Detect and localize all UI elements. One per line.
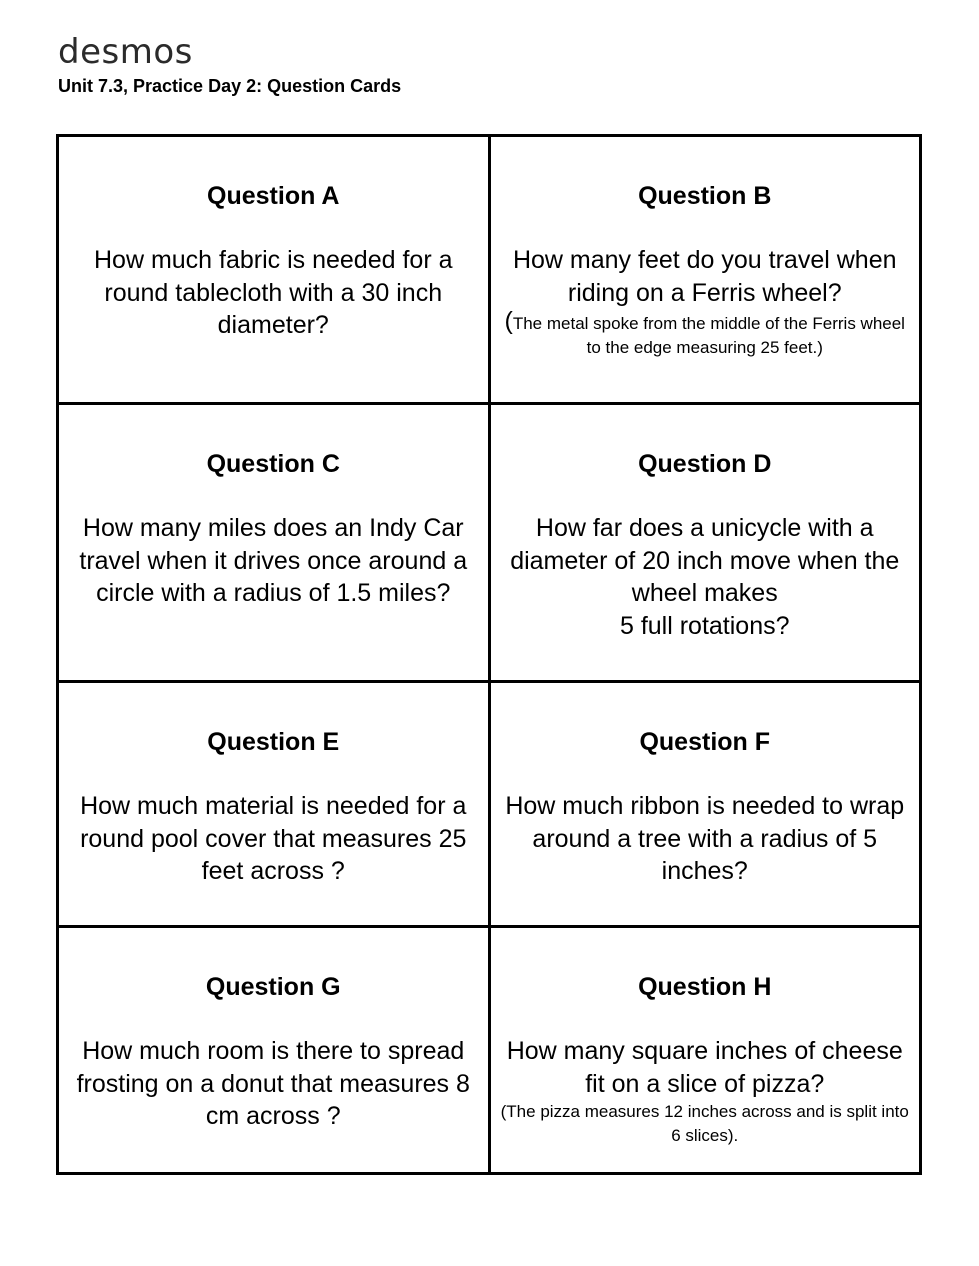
card-question-text: How much room is there to spread frosting on a donut that measures 8 cm across ? <box>76 1037 470 1130</box>
card-title: Question B <box>638 182 772 210</box>
card-row <box>58 927 921 1174</box>
card-row <box>58 136 921 404</box>
card-title: Question H <box>638 973 772 1001</box>
card-question-c <box>58 404 490 682</box>
card-note <box>499 309 912 360</box>
card-question-d <box>489 404 921 682</box>
card-question-text: How much ribbon is needed to wrap around a tree with a radius of 5 inches? <box>505 792 905 885</box>
card-row <box>58 682 921 927</box>
card-question-a <box>58 136 490 404</box>
question-cards-grid <box>56 134 922 1175</box>
card-question-h <box>489 927 921 1174</box>
card-question-text: How much material is needed for a round pool cover that measures 25 feet across ? <box>80 792 467 885</box>
card-question-text: How far does a unicycle with a diameter of 20 inch move when the wheel makes <box>510 514 900 607</box>
card-title: Question A <box>207 182 340 210</box>
card-question-text: How much fabric is needed for a round tablecloth with a 30 inch diameter? <box>93 246 453 339</box>
card-title: Question E <box>207 728 340 756</box>
card-question-text: How many feet do you travel when riding on a Ferris wheel? <box>512 246 897 307</box>
card-title: Question G <box>205 973 341 1001</box>
desmos-logo: desmos <box>58 32 193 72</box>
page-subtitle: Unit 7.3, Practice Day 2: Question Cards <box>58 76 402 96</box>
card-question-g <box>58 927 490 1174</box>
card-question-e <box>58 682 490 927</box>
card-question-text-line2: 5 full rotations? <box>619 611 790 640</box>
card-note-paren: ( <box>504 307 513 335</box>
card-title: Question D <box>638 450 772 478</box>
card-question-text: How many square inches of cheese fit on a slice of pizza? <box>506 1037 903 1098</box>
card-question-b <box>489 136 921 404</box>
card-question-text: How many miles does an Indy Car travel when it drives once around a circle with a radius of 1.5 miles? <box>79 514 468 607</box>
card-question-f <box>489 682 921 927</box>
card-note-text: The metal spoke from the middle of the Ferris wheel to the edge measuring 25 feet.) <box>512 314 905 357</box>
card-row <box>58 404 921 682</box>
card-title: Question F <box>639 728 771 756</box>
card-note: (The pizza measures 12 inches across and is split into 6 slices). <box>500 1102 909 1145</box>
card-title: Question C <box>206 450 340 478</box>
